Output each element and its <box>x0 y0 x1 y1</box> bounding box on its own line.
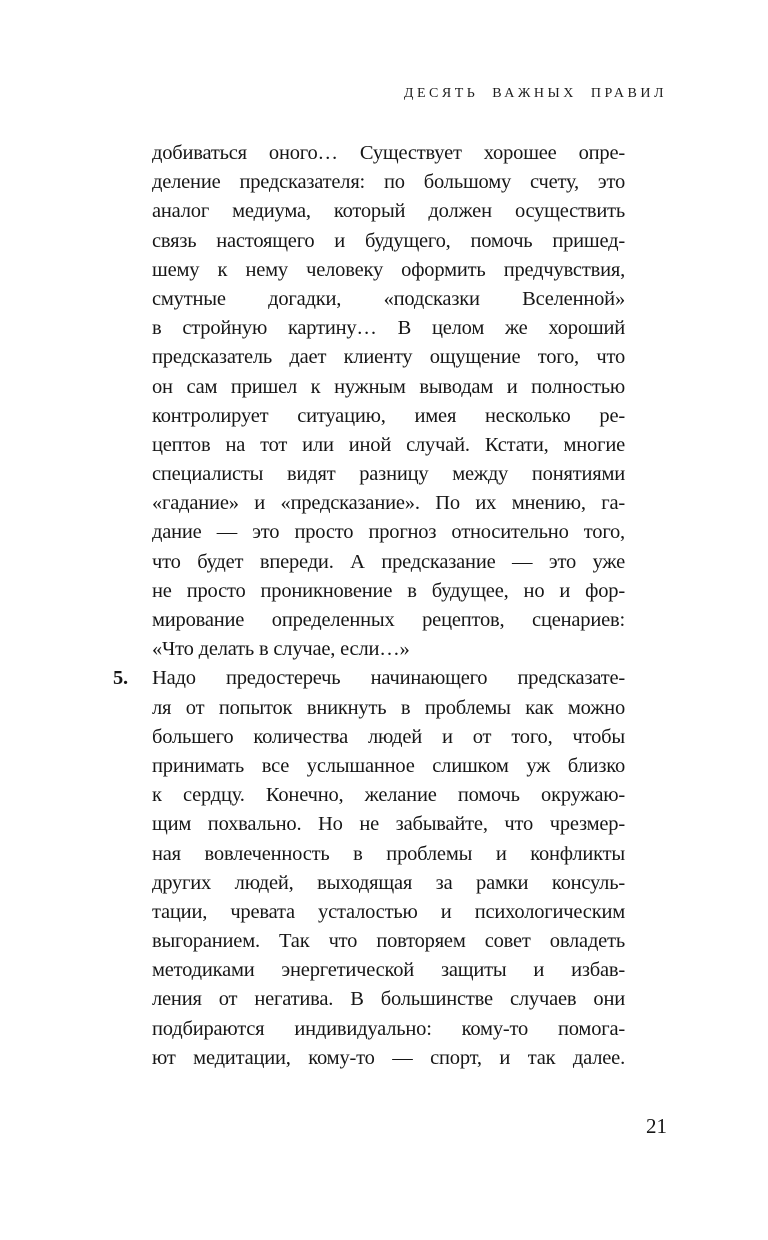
text-line: к сердцу. Конечно, желание помочь окружаю- <box>152 784 625 807</box>
text-line: выгоранием. Так что повторяем совет овладеть <box>152 930 625 953</box>
text-line: добиваться оного… Существует хорошее опре- <box>152 142 625 164</box>
text-line: большего количества людей и от того, чтобы <box>152 725 625 748</box>
page-number: 21 <box>646 1114 667 1138</box>
text-line: деление предсказателя: по большому счету, это <box>152 171 625 194</box>
text-line: аналог медиума, который должен осуществить <box>152 200 625 223</box>
text-line: шему к нему человеку оформить предчувствия, <box>152 258 625 281</box>
text-line: ют медитации, кому-то — спорт, и так далее. <box>152 1046 625 1069</box>
text-line: связь настоящего и будущего, помочь пришед- <box>152 229 625 252</box>
list-item-number: 5. <box>113 667 128 690</box>
text-line: мирование определенных рецептов, сценариев: <box>152 609 625 631</box>
page-body <box>113 139 625 1073</box>
text-line: подбираются индивидуально: кому-то помога- <box>152 1017 625 1040</box>
running-head: ДЕСЯТЬ ВАЖНЫХ ПРАВИЛ <box>403 86 667 101</box>
text-line: тации, чревата усталостью и психологическим <box>152 900 625 923</box>
text-line: смутные догадки, «подсказки Вселенной» <box>152 287 625 310</box>
text-line: специалисты видят разницу между понятиями <box>152 463 625 486</box>
text-line: цептов на тот или иной случай. Кстати, многие <box>152 433 625 456</box>
text-line: методиками энергетической защиты и избав- <box>152 959 625 982</box>
text-line: дание — это просто прогноз относительно того, <box>152 521 625 544</box>
text-line: Надо предостеречь начинающего предсказате- <box>152 667 625 690</box>
text-line: не просто проникновение в будущее, но и фор- <box>152 579 625 602</box>
numbered-item <box>113 664 625 1073</box>
text-line: ная вовлеченность в проблемы и конфликты <box>152 842 625 865</box>
paragraph-continuation <box>152 139 625 664</box>
text-line: контролирует ситуацию, имея несколько ре- <box>152 404 625 427</box>
text-line: предсказатель дает клиенту ощущение того, что <box>152 346 625 369</box>
text-line: что будет впереди. А предсказание — это уже <box>152 550 625 573</box>
text-line: ля от попыток вникнуть в проблемы как можно <box>152 696 625 719</box>
text-line: других людей, выходящая за рамки консуль- <box>152 871 625 894</box>
text-line: ления от негатива. В большинстве случаев они <box>152 988 625 1011</box>
text-line: принимать все услышанное слишком уж близко <box>152 754 625 777</box>
text-line: он сам пришел к нужным выводам и полностью <box>152 375 625 398</box>
text-line: «Что делать в случае, если…» <box>152 638 410 661</box>
text-line: щим похвально. Но не забывайте, что чрезмер- <box>152 813 625 836</box>
text-line: в стройную картину… В целом же хороший <box>152 317 625 340</box>
text-line: «гадание» и «предсказание». По их мнению, га- <box>152 492 625 515</box>
